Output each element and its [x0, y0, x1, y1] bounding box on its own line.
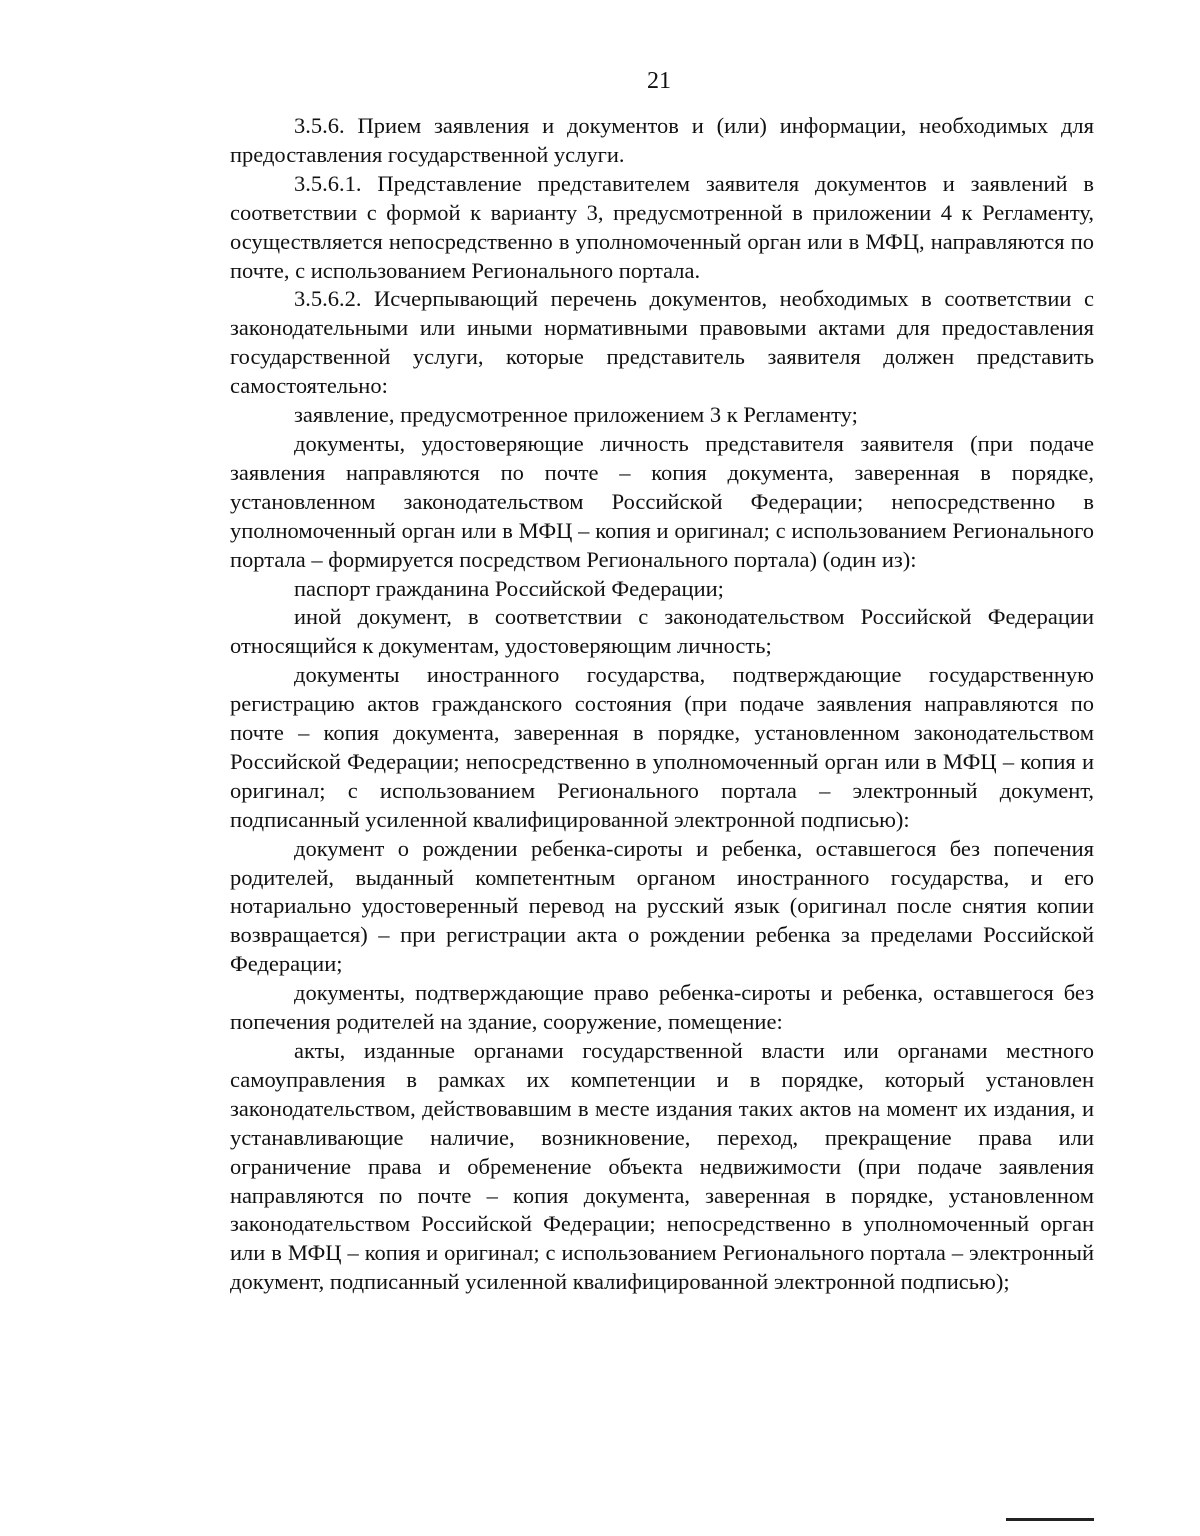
list-item-property-rights-documents: документы, подтверждающие право ребенка-сироты и ребенка, оставшегося без попечения родителей на здание, сооружение, помещение:: [230, 980, 1094, 1035]
footer-mark: [1006, 1518, 1094, 1521]
list-item-birth-document: документ о рождении ребенка-сироты и ребенка, оставшегося без попечения родителей, выданный компетентным органом иностранного государства, и его нотариально удостоверенный перевод на русский язык (оригинал после снятия копии возвращается) – при регистрации акта о рождении ребенка за пределами Российской Федерации;: [230, 835, 1094, 977]
paragraph-3-5-6-2: 3.5.6.2. Исчерпывающий перечень документов, необходимых в соответствии с законодательными или иными нормативными правовыми актами для предоставления государственной услуги, которые представитель заявителя должен представить самостоятельно:: [230, 286, 1094, 399]
list-item-passport: паспорт гражданина Российской Федерации;: [294, 575, 724, 601]
paragraph-3-5-6: 3.5.6. Прием заявления и документов и (или) информации, необходимых для предоставления государственной услуги.: [230, 113, 1094, 167]
document-body: [230, 112, 1094, 1297]
list-item-other-id-document: иной документ, в соответствии с законодательством Российской Федерации относящийся к документам, удостоверяющим личность;: [230, 604, 1094, 659]
page-number: 21: [647, 68, 671, 94]
list-item-authority-acts: акты, изданные органами государственной власти или органами местного самоуправления в рамках их компетенции и в порядке, который установлен законодательством, действовавшим в месте издания таких актов на момент их издания, и устанавливающие наличие, возникновение, переход, прекращение права или ограничение права и обременение объекта недвижимости (при подаче заявления направляются по почте – копия документа, заверенная в порядке, установленном законодательством Российской Федерации; непосредственно в уполномоченный орган или в МФЦ – копия и оригинал; с использованием Регионального портала – электронный документ, подписанный усиленной квалифицированной электронной подписью);: [230, 1038, 1094, 1295]
list-item-foreign-registration-documents: документы иностранного государства, подтверждающие государственную регистрацию актов гражданского состояния (при подаче заявления направляются по почте – копия документа, заверенная в порядке, установленном законодательством Российской Федерации; непосредственно в уполномоченный орган или в МФЦ – копия и оригинал; с использованием Регионального портала – электронный документ, подписанный усиленной квалифицированной электронной подписью):: [230, 662, 1094, 832]
paragraph-3-5-6-1: 3.5.6.1. Представление представителем заявителя документов и заявлений в соответствии с формой к варианту 3, предусмотренной в приложении 4 к Регламенту, осуществляется непосредственно в уполномоченный орган или в МФЦ, направляются по почте, с использованием Регионального портала.: [230, 170, 1094, 283]
list-item-identity-documents: документы, удостоверяющие личность представителя заявителя (при подаче заявления направляются по почте – копия документа, заверенная в порядке, установленном законодательством Российской Федерации; непосредственно в уполномоченный орган или в МФЦ – копия и оригинал; с использованием Регионального портала – формируется посредством Регионального портала) (один из):: [230, 430, 1094, 572]
list-item-application: заявление, предусмотренное приложением 3 к Регламенту;: [294, 402, 858, 428]
